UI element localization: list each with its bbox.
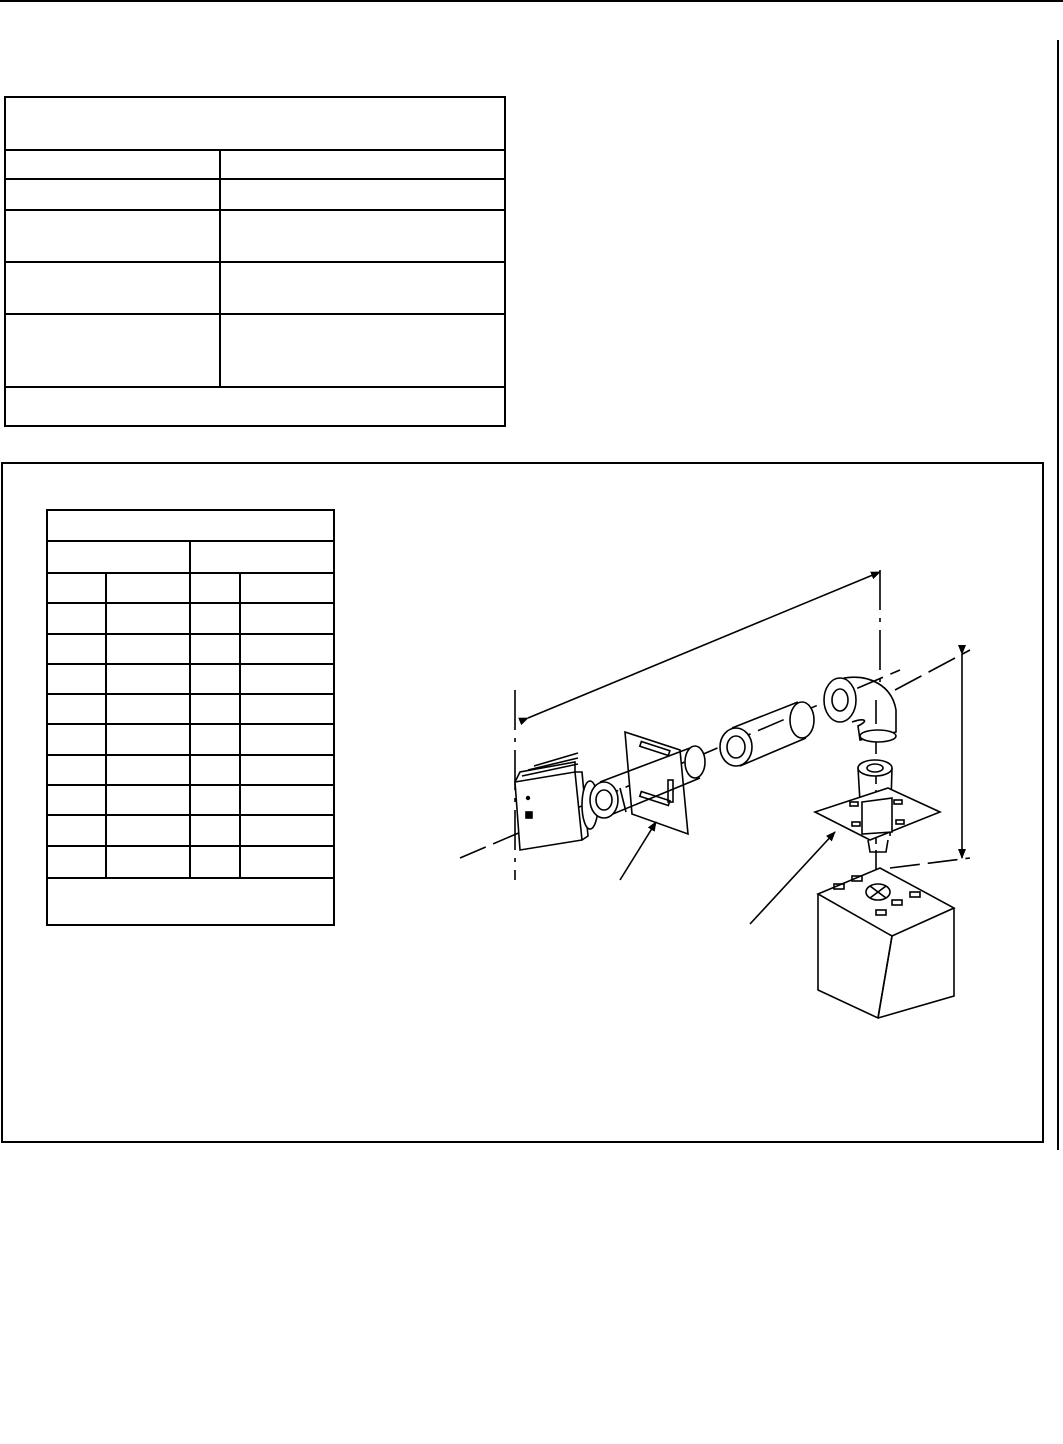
vent-length-table-cell xyxy=(243,846,341,880)
wall-thimble-icon xyxy=(625,732,688,834)
vent-length-table xyxy=(46,509,335,926)
vent-requirements-table xyxy=(4,96,506,427)
vent-table-title xyxy=(6,98,516,156)
vent-table-cell xyxy=(6,211,230,267)
vent-table-cell xyxy=(222,211,516,267)
vent-length-table-footnote xyxy=(48,879,341,930)
vent-table-cell xyxy=(222,263,516,319)
vent-exploded-diagram xyxy=(440,550,1000,1030)
vent-pipe-section-icon xyxy=(720,702,814,766)
vent-length-table-cell xyxy=(108,846,196,880)
page-side-rule xyxy=(1057,40,1059,1150)
ceiling-firestop-icon xyxy=(815,760,940,852)
vent-table-footnote xyxy=(6,388,516,433)
vent-table-cell xyxy=(6,263,230,319)
vent-table-cell xyxy=(222,315,516,393)
page-top-rule xyxy=(0,0,1063,2)
vent-table-cell xyxy=(6,315,230,393)
appliance-icon xyxy=(818,868,954,1018)
termination-cap-icon xyxy=(515,753,598,850)
